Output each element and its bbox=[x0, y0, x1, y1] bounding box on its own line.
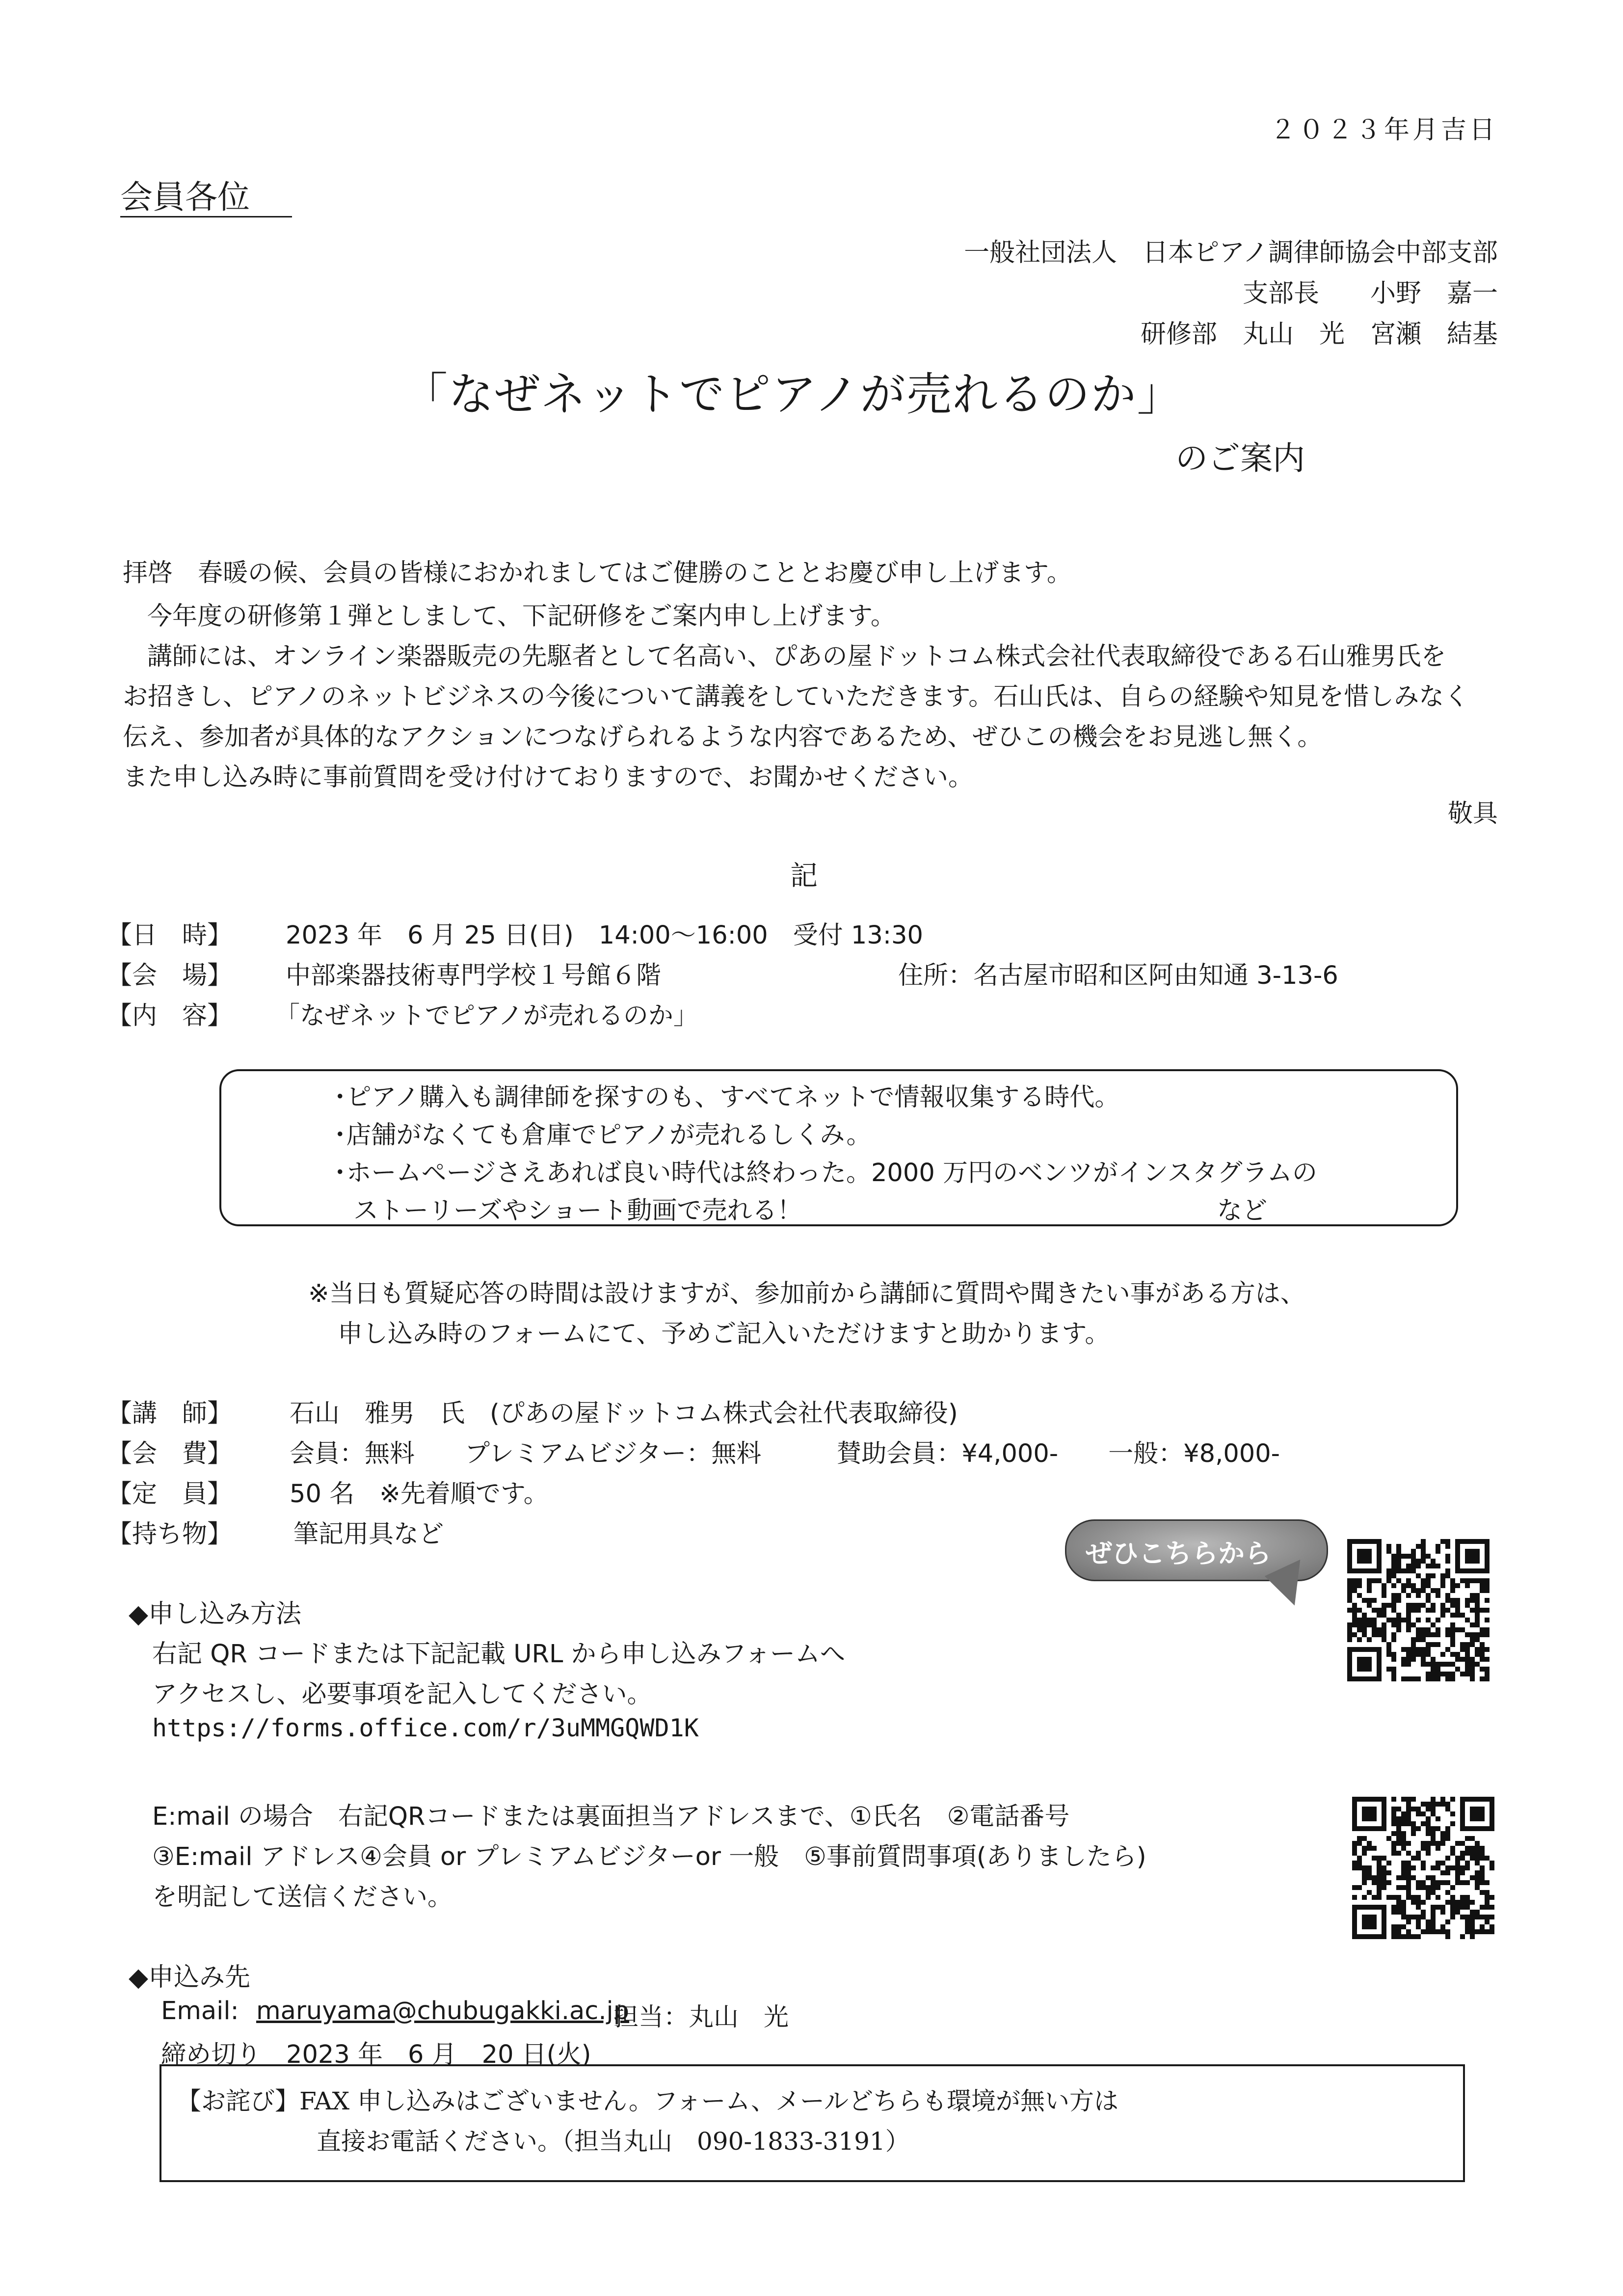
page-title: 「なぜネットでピアノが売れるのか」 bbox=[402, 368, 1183, 421]
body-paragraph-5: 伝え、参加者が具体的なアクションにつなげられるような内容であるため、ぜひこの機会をお見逃し無く。 bbox=[123, 723, 1323, 752]
note-line-2: 申し込み時のフォームにて、予めご記入いただけますと助かります。 bbox=[338, 1320, 1110, 1349]
fee-value: 会員：無料 プレミアムビジター：無料 賛助会員：¥4,000- 一般：¥8,000- bbox=[290, 1439, 1280, 1468]
datetime-label: 【日 時】 bbox=[107, 921, 233, 950]
fee-label: 【会 費】 bbox=[107, 1439, 233, 1468]
apply-url-link[interactable]: https://forms.office.com/r/3uMMGQWD1K bbox=[152, 1714, 699, 1742]
capacity-label: 【定 員】 bbox=[107, 1480, 233, 1509]
items-label: 【持ち物】 bbox=[107, 1520, 233, 1549]
email-instructions-1: E:mail の場合 右記QRコードまたは裏面担当アドレスまで、①氏名 ②電話番号 bbox=[152, 1802, 1070, 1831]
body-paragraph-2: 今年度の研修第１弾としまして、下記研修をご案内申し上げます。 bbox=[147, 602, 896, 631]
ki-heading: 記 bbox=[790, 860, 818, 892]
qr-code-email-icon[interactable] bbox=[1352, 1797, 1494, 1939]
page-subtitle: のご案内 bbox=[1175, 439, 1305, 477]
deadline: 締め切り 2023 年 6 月 20 日(火) bbox=[161, 2040, 591, 2069]
body-paragraph-1: 拝啓 春暖の候、会員の皆様におかれましてはご健勝のこととお慶び申し上げます。 bbox=[123, 559, 1072, 588]
apply-line-1: 右記 QR コードまたは下記記載 URL から申し込みフォームへ bbox=[152, 1640, 846, 1669]
addressee-underline bbox=[120, 216, 292, 217]
datetime-value: 2023 年 6 月 25 日(日) 14:00～16:00 受付 13:30 bbox=[286, 921, 923, 950]
venue-address: 住所：名古屋市昭和区阿由知通 3-13-6 bbox=[898, 961, 1338, 990]
body-paragraph-3: 講師には、オンライン楽器販売の先駆者として名高い、ぴあの屋ドットコム株式会社代表取締役である石山雅男氏を bbox=[147, 642, 1446, 671]
note-line-1: ※当日も質疑応答の時間は設けますが、参加前から講師に質問や聞きたい事がある方は、 bbox=[308, 1279, 1305, 1308]
bullet-3: ･ホームページさえあれば良い時代は終わった。2000 万円のベンツがインスタグラムの bbox=[334, 1159, 1317, 1188]
apology-line-2: 直接お電話ください。（担当丸山 090-1833-3191） bbox=[317, 2127, 910, 2156]
venue-label: 【会 場】 bbox=[107, 961, 233, 990]
content-value: 「なぜネットでピアノが売れるのか」 bbox=[275, 1001, 698, 1030]
bullet-4-end: など bbox=[1217, 1196, 1268, 1225]
items-value: 筆記用具など bbox=[293, 1520, 444, 1549]
content-label: 【内 容】 bbox=[107, 1001, 233, 1030]
apply-heading: ◆申し込み方法 bbox=[129, 1599, 301, 1629]
apology-line-1: 【お詫び】FAX 申し込みはございません。フォーム、メールどちらも環境が無い方は bbox=[177, 2087, 1118, 2115]
qr-code-form-icon[interactable] bbox=[1347, 1539, 1490, 1681]
org-chief: 支部長 小野 嘉一 bbox=[1242, 279, 1498, 308]
contact-email-link[interactable]: maruyama@chubugakki.ac.jp bbox=[256, 1997, 630, 2026]
venue-value: 中部楽器技術専門学校１号館６階 bbox=[286, 961, 662, 990]
email-instructions-2: ③E:mail アドレス④会員 or プレミアムビジターor 一般 ⑤事前質問事項(ありましたら) bbox=[152, 1842, 1146, 1871]
email-instructions-3: を明記して送信ください。 bbox=[152, 1883, 453, 1912]
bullet-4: ストーリーズやショート動画で売れる！ bbox=[353, 1196, 802, 1225]
org-name: 一般社団法人 日本ピアノ調律師協会中部支部 bbox=[964, 238, 1498, 268]
lecturer-label: 【講 師】 bbox=[107, 1399, 233, 1428]
capacity-value: 50 名 ※先着順です。 bbox=[290, 1480, 549, 1509]
org-department: 研修部 丸山 光 宮瀬 結基 bbox=[1140, 320, 1498, 349]
apply-line-2: アクセスし、必要事項を記入してください。 bbox=[152, 1680, 652, 1709]
lecturer-value: 石山 雅男 氏 (ぴあの屋ドットコム株式会社代表取締役) bbox=[290, 1399, 958, 1428]
body-paragraph-6: また申し込み時に事前質問を受け付けておりますので、お聞かせください。 bbox=[123, 763, 973, 792]
speech-bubble-text: ぜひこちらから bbox=[1086, 1538, 1271, 1569]
contact-heading: ◆申込み先 bbox=[129, 1963, 250, 1992]
bullet-1: ･ピアノ購入も調律師を探すのも、すべてネットで情報収集する時代。 bbox=[334, 1083, 1120, 1112]
contact-email-label: Email: bbox=[161, 1997, 239, 2026]
contact-person: 担当：丸山 光 bbox=[613, 2003, 789, 2032]
closing-word: 敬具 bbox=[1447, 799, 1498, 828]
bullet-2: ･店舗がなくても倉庫でピアノが売れるしくみ。 bbox=[334, 1121, 872, 1150]
body-paragraph-4: お招きし、ピアノのネットビジネスの今後について講義をしていただきます。石山氏は、自らの経験や知見を惜しみなく bbox=[123, 682, 1469, 711]
document-date: ２０２３年月吉日 bbox=[1270, 115, 1498, 145]
addressee: 会員各位 bbox=[120, 178, 250, 216]
